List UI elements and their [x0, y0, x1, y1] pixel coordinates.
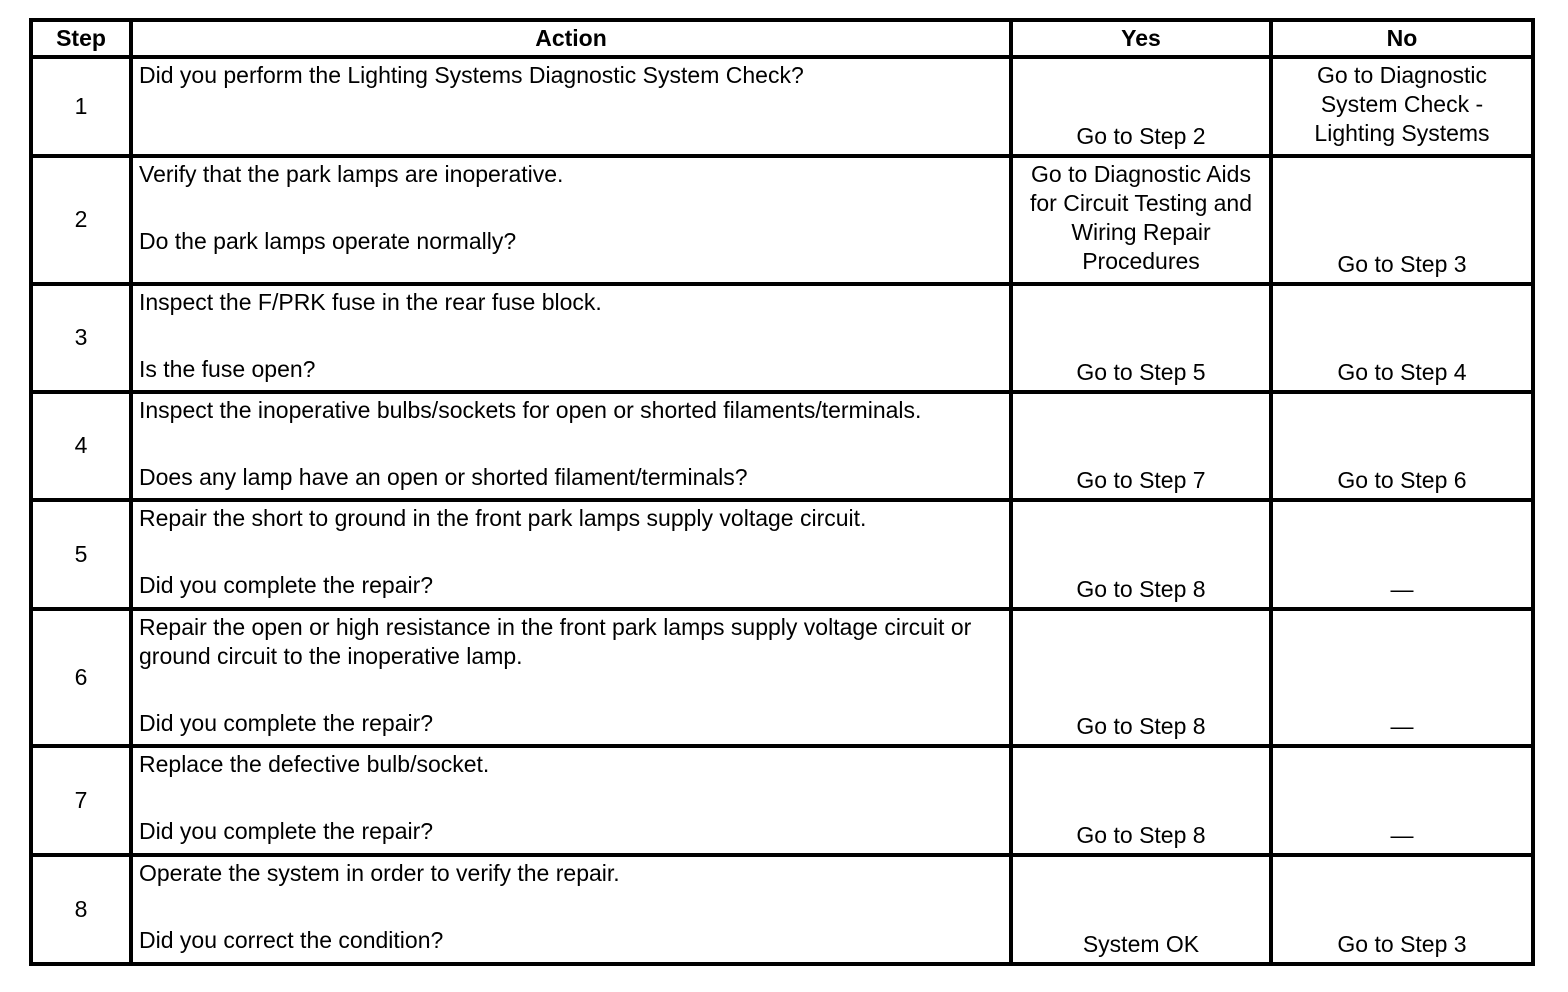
- action-cell: [131, 156, 1011, 284]
- table-row: [31, 609, 1533, 746]
- action-text: Inspect the F/PRK fuse in the rear fuse block.: [139, 289, 602, 315]
- action-text: Did you perform the Lighting Systems Diagnostic System Check?: [139, 62, 804, 88]
- action-cell: [131, 57, 1011, 156]
- table-row: [31, 500, 1533, 609]
- header-yes: Yes: [1011, 20, 1271, 57]
- header-no: No: [1271, 20, 1533, 57]
- table-row: [31, 57, 1533, 156]
- question-text: Does any lamp have an open or shorted filament/terminals?: [139, 464, 748, 490]
- step-number: 6: [31, 609, 131, 746]
- diagnostic-table: [29, 18, 1535, 966]
- question-text: Did you complete the repair?: [139, 572, 434, 598]
- yes-cell: Go to Diagnostic Aids for Circuit Testing and Wiring Repair Procedures: [1011, 156, 1271, 284]
- step-number: 1: [31, 57, 131, 156]
- yes-cell: Go to Step 2: [1011, 57, 1271, 156]
- action-text: Repair the short to ground in the front park lamps supply voltage circuit.: [139, 505, 867, 531]
- step-number: 4: [31, 392, 131, 500]
- yes-cell: Go to Step 7: [1011, 392, 1271, 500]
- action-text: Repair the open or high resistance in the front park lamps supply voltage circuit or ground circuit to the inoperative lamp.: [139, 614, 972, 669]
- action-cell: [131, 746, 1011, 855]
- step-number: 5: [31, 500, 131, 609]
- no-cell: Go to Step 6: [1271, 392, 1533, 500]
- step-number: 7: [31, 746, 131, 855]
- header-step: Step: [31, 20, 131, 57]
- no-cell: Go to Step 4: [1271, 284, 1533, 392]
- question-text: Do the park lamps operate normally?: [139, 228, 517, 254]
- step-number: 2: [31, 156, 131, 284]
- table-row: [31, 855, 1533, 964]
- step-number: 8: [31, 855, 131, 964]
- header-row: [31, 20, 1533, 57]
- question-text: Did you correct the condition?: [139, 927, 444, 953]
- no-cell: Go to Step 3: [1271, 156, 1533, 284]
- table-row: [31, 156, 1533, 284]
- yes-cell: Go to Step 5: [1011, 284, 1271, 392]
- question-text: Did you complete the repair?: [139, 710, 434, 736]
- table-row: [31, 284, 1533, 392]
- yes-cell: Go to Step 8: [1011, 609, 1271, 746]
- no-cell: Go to Step 3: [1271, 855, 1533, 964]
- no-cell: Go to Diagnostic System Check - Lighting Systems: [1271, 57, 1533, 156]
- yes-cell: Go to Step 8: [1011, 746, 1271, 855]
- header-action: Action: [131, 20, 1011, 57]
- action-text: Operate the system in order to verify the repair.: [139, 860, 620, 886]
- action-cell: [131, 284, 1011, 392]
- action-text: Verify that the park lamps are inoperative.: [139, 161, 564, 187]
- step-number: 3: [31, 284, 131, 392]
- question-text: Did you complete the repair?: [139, 818, 434, 844]
- no-cell: —: [1271, 500, 1533, 609]
- action-cell: [131, 500, 1011, 609]
- action-cell: [131, 392, 1011, 500]
- table-row: [31, 746, 1533, 855]
- no-cell: —: [1271, 746, 1533, 855]
- yes-cell: Go to Step 8: [1011, 500, 1271, 609]
- table-row: [31, 392, 1533, 500]
- action-text: Inspect the inoperative bulbs/sockets for open or shorted filaments/terminals.: [139, 397, 922, 423]
- no-cell: —: [1271, 609, 1533, 746]
- action-cell: [131, 855, 1011, 964]
- action-cell: [131, 609, 1011, 746]
- action-text: Replace the defective bulb/socket.: [139, 751, 490, 777]
- yes-cell: System OK: [1011, 855, 1271, 964]
- question-text: Is the fuse open?: [139, 356, 316, 382]
